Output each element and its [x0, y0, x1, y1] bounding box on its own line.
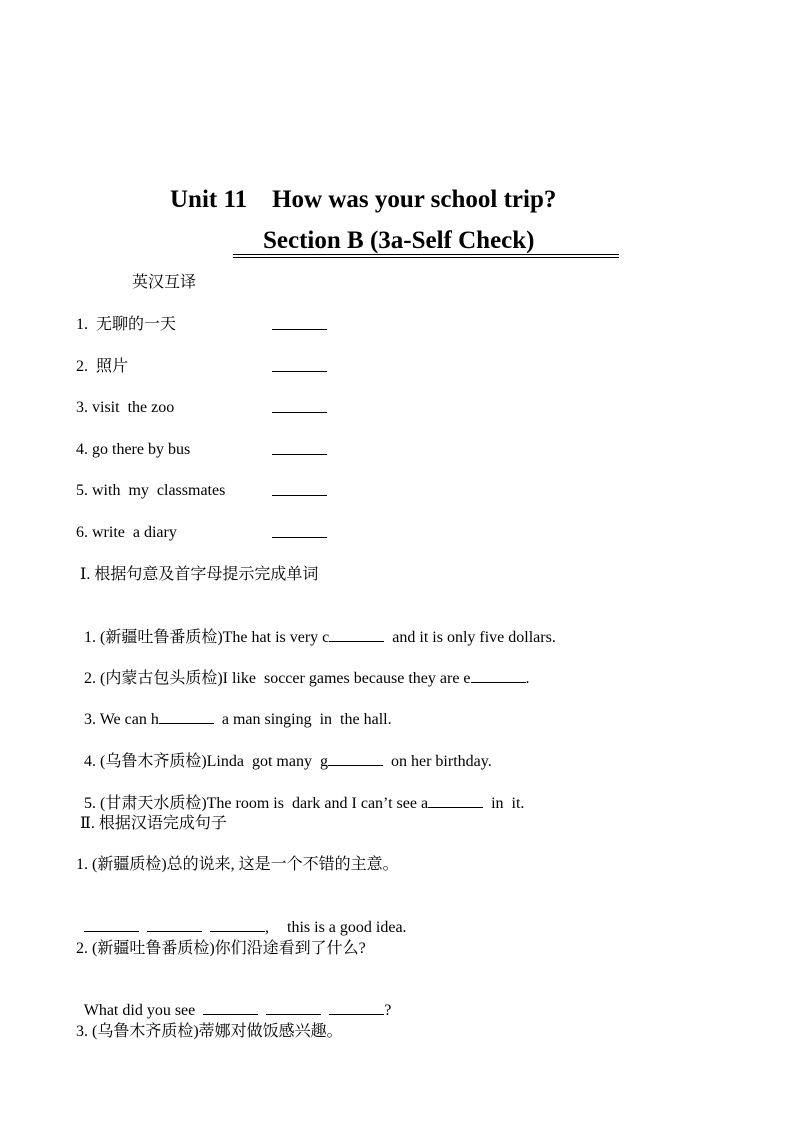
section2-q2-after: ?	[384, 1002, 392, 1019]
section2-q2-before: What did you see	[83, 1002, 196, 1019]
translation-item-5: 5. with my classmates	[76, 482, 226, 499]
section1-question-1	[76, 607, 556, 648]
section1-question-3	[76, 689, 392, 730]
section1-q4-after: on her birthday.	[390, 753, 492, 770]
section1-q5-after: in it.	[491, 795, 525, 812]
section1-q5-text: 5. (甘肃天水质检)The room is dark and I can’t see a	[84, 795, 429, 812]
section1-q4-text: 4. (乌鲁木齐质检)Linda got many g	[84, 753, 328, 770]
translation-item-6: 6. write a diary	[76, 524, 177, 541]
section1-q4-blank[interactable]	[328, 751, 383, 766]
section2-q2-blank-2[interactable]	[266, 1000, 321, 1015]
section1-question-4	[76, 731, 492, 772]
translation-item-2: 2. 照片	[76, 358, 129, 375]
section2-q1-after: this is a good idea.	[287, 919, 407, 936]
translation-item-4: 4. go there by bus	[76, 441, 191, 458]
section1-question-5	[76, 773, 524, 814]
translation-blank-6[interactable]	[272, 523, 327, 544]
section1-q1-after: and it is only five dollars.	[392, 629, 556, 646]
page-title: Unit 11 How was your school trip?	[170, 186, 557, 213]
translation-blank-1[interactable]	[272, 315, 327, 336]
section-subtitle-block	[233, 226, 619, 258]
section1-q2-blank[interactable]	[471, 668, 526, 683]
section2-q2-blank-1[interactable]	[203, 1000, 258, 1015]
translation-blank-4[interactable]	[272, 440, 327, 461]
section2-q3-prompt: 3. (乌鲁木齐质检)蒂娜对做饭感兴趣。	[76, 1023, 343, 1040]
translation-blank-5[interactable]	[272, 481, 327, 502]
section1-q3-text: 3. We can h	[84, 711, 159, 728]
section2-q2-prompt: 2. (新疆吐鲁番质检)你们沿途看到了什么?	[76, 940, 366, 957]
section1-question-2	[76, 648, 530, 689]
section1-q5-blank[interactable]	[428, 793, 483, 808]
translation-blank-3[interactable]	[272, 398, 327, 419]
subtitle-underline-bottom	[233, 257, 619, 258]
section2-q2-blank-3[interactable]	[329, 1000, 384, 1015]
section2-q1-answer-line: , this is a good idea.	[76, 897, 407, 938]
section1-q1-text: 1. (新疆吐鲁番质检)The hat is very c	[84, 629, 330, 646]
section2-q1-blank-3[interactable]	[210, 917, 265, 932]
section2-q1-blank-1[interactable]	[84, 917, 139, 932]
section-subtitle: Section B (3a-Self Check)	[263, 227, 535, 254]
section2-q1-prompt: 1. (新疆质检)总的说来, 这是一个不错的主意。	[76, 856, 399, 873]
section2-q2-answer-line	[76, 980, 391, 1021]
section1-q2-text: 2. (内蒙古包头质检)I like soccer games because they are e	[84, 670, 471, 687]
translation-item-3: 3. visit the zoo	[76, 399, 175, 416]
section2-q1-blank-2[interactable]	[147, 917, 202, 932]
translation-heading: 英汉互译	[132, 274, 197, 291]
section1-q2-after: .	[525, 670, 530, 687]
subtitle-underline-top	[233, 254, 619, 255]
section1-q1-blank[interactable]	[329, 627, 384, 642]
section1-q3-blank[interactable]	[159, 709, 214, 724]
section1-q3-after: a man singing in the hall.	[221, 711, 392, 728]
section1-heading: Ⅰ. 根据句意及首字母提示完成单词	[80, 566, 319, 583]
translation-blank-2[interactable]	[272, 357, 327, 378]
section2-heading: Ⅱ. 根据汉语完成句子	[80, 815, 227, 832]
translation-item-1: 1. 无聊的一天	[76, 316, 177, 333]
